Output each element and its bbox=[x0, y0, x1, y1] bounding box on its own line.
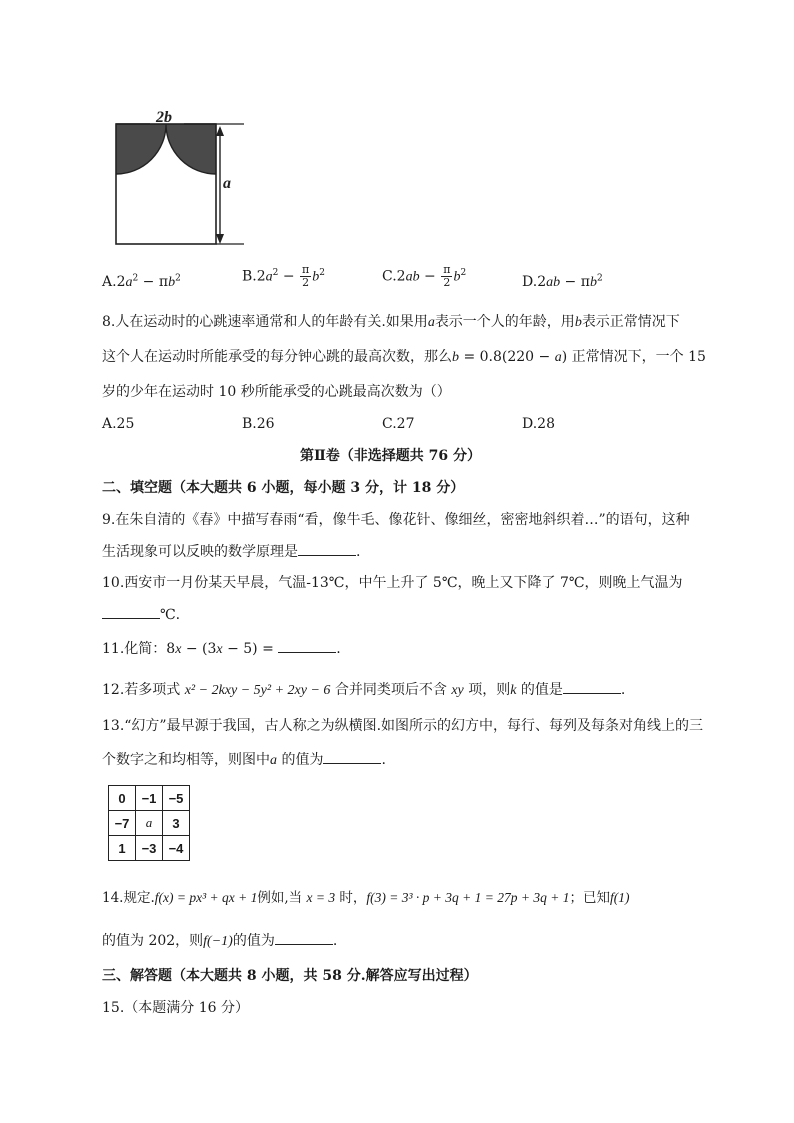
section-2-title: 第Ⅱ卷（非选择题共 76 分） bbox=[300, 448, 482, 464]
magic-square-row bbox=[109, 811, 190, 836]
q9-line-2: 生活现象可以反映的数学原理是 . bbox=[102, 541, 360, 562]
q8-option-d: D.28 bbox=[522, 416, 555, 432]
magic-cell: −3 bbox=[136, 836, 163, 861]
q14-line-1: 14.规定.f(x) = px³ + qx + 1例如,当 x = 3 时，f(3) = 3³ · p + 3q + 1 = 27p + 3q + 1；已知f(1) bbox=[102, 890, 630, 906]
q13-line-1: 13.“幻方”最早源于我国，古人称之为纵横图.如图所示的幻方中，每行、每列及每条对角线上的三 bbox=[102, 718, 704, 734]
fraction-pi-over-2: $\frac{\pi}{2}$ bbox=[302, 263, 310, 289]
magic-cell: 3 bbox=[163, 811, 190, 836]
fraction-pi-over-2: $\frac{\pi}{2}$ bbox=[443, 263, 451, 289]
q7-option-d: $D.2ab - \pi b^2$ bbox=[522, 273, 603, 290]
magic-cell-unknown: a bbox=[136, 811, 163, 836]
answer-blank[interactable] bbox=[102, 604, 160, 619]
answer-blank[interactable] bbox=[323, 749, 381, 764]
q12: 12.若多项式 x² − 2kxy − 5y² + 2xy − 6 合并同类项后不含 xy 项，则k 的值是 . bbox=[102, 679, 625, 701]
q7-option-b: $B.2a^2$ − $\frac{\pi}{2}$ $b^2$ bbox=[242, 263, 326, 289]
answer-blank[interactable] bbox=[563, 679, 621, 694]
q10-line-2: ℃. bbox=[102, 604, 180, 625]
q10-line-1: 10.西安市一月份某天早晨，气温-13℃，中午上升了 5℃，晚上又下降了 7℃，则晚上气温为 bbox=[102, 575, 683, 591]
shaded-region bbox=[166, 124, 216, 174]
magic-cell: −1 bbox=[136, 786, 163, 811]
q14-line-2: 的值为 202，则f(−1)的值为 . bbox=[102, 930, 337, 952]
magic-cell: −7 bbox=[109, 811, 136, 836]
magic-square bbox=[108, 785, 190, 861]
width-label: 2b bbox=[156, 109, 172, 126]
q7-figure bbox=[104, 108, 244, 250]
answer-blank[interactable] bbox=[298, 541, 356, 556]
answer-blank[interactable] bbox=[275, 930, 333, 945]
q8-option-b: B.26 bbox=[242, 416, 275, 432]
q8-option-c: C.27 bbox=[382, 416, 415, 432]
q9-line-1: 9.在朱自清的《春》中描写春雨“看，像牛毛、像花针、像细丝，密密地斜织着…”的语句，这种 bbox=[102, 512, 690, 528]
section-2-heading: 二、填空题（本大题共 6 小题，每小题 3 分，计 18 分） bbox=[102, 480, 465, 496]
q8-option-a: A.25 bbox=[102, 416, 135, 432]
q15-label: 15.（本题满分 16 分） bbox=[102, 1000, 249, 1016]
magic-cell: −5 bbox=[163, 786, 190, 811]
magic-square-row bbox=[109, 836, 190, 861]
q7-option-a: $A.2a^2 - \pi b^2$ bbox=[102, 273, 181, 290]
q8-line-2: 这个人在运动时所能承受的每分钟心跳的最高次数，那么b = 0.8(220 − a) 正常情况下，一个 15 bbox=[102, 349, 706, 365]
answer-blank[interactable] bbox=[278, 638, 336, 653]
shaded-region bbox=[116, 124, 166, 174]
q7-option-c: C.2ab − $\frac{\pi}{2}$ $b^2$ bbox=[382, 263, 467, 289]
magic-cell: 0 bbox=[109, 786, 136, 811]
height-label: a bbox=[223, 175, 231, 192]
q13-line-2: 个数字之和均相等，则图中a 的值为 . bbox=[102, 749, 386, 771]
section-3-heading: 三、解答题（本大题共 8 小题，共 58 分.解答应写出过程） bbox=[102, 968, 478, 984]
q8-line-3: 岁的少年在运动时 10 秒所能承受的心跳最高次数为（） bbox=[102, 384, 451, 400]
q11: 11.化简：8x − (3x − 5) = . bbox=[102, 638, 341, 660]
magic-cell: 1 bbox=[109, 836, 136, 861]
magic-cell: −4 bbox=[163, 836, 190, 861]
magic-square-row bbox=[109, 786, 190, 811]
q8-line-1: 8.人在运动时的心跳速率通常和人的年龄有关.如果用a表示一个人的年龄，用b表示正常情况下 bbox=[102, 314, 680, 330]
